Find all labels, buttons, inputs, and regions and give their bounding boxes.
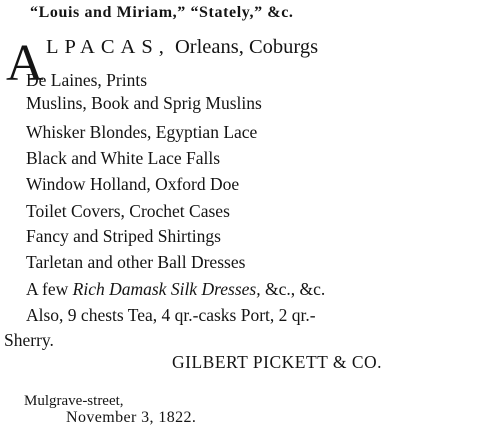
ad-place: Mulgrave-street, [24,393,124,409]
ad-date: November 3, 1822. [66,409,197,426]
advertiser-signature: GILBERT PICKETT & CO. [172,352,383,372]
ad-line: Fancy and Striped Shirtings [26,226,221,246]
alpacas-word: LPACAS, [46,36,170,58]
ad-line: Muslins, Book and Sprig Muslins [26,93,262,113]
rich-line-suffix: &c., &c. [260,279,326,299]
ad-first-line [46,36,318,59]
ad-line: Window Holland, Oxford Doe [26,174,240,194]
ad-line: Whisker Blondes, Egyptian Lace [26,122,258,142]
rich-line-italic: Rich Damask Silk Dresses, [72,279,261,299]
ad-rich-line [26,279,325,300]
ad-line: De Laines, Prints [26,70,148,90]
ad-also-line: Also, 9 chests Tea, 4 qr.-casks Port, 2 qr.- [26,305,316,325]
ad-line: Black and White Lace Falls [26,148,221,168]
ad-also-continuation: Sherry. [4,330,54,350]
drop-cap-letter: A [6,35,44,92]
ad-line: Toilet Covers, Crochet Cases [26,201,230,221]
rich-line-prefix: A few [26,279,73,299]
first-line-rest: Orleans, Coburgs [169,36,319,58]
ad-header: “Louis and Miriam,” “Stately,” &c. [30,4,294,21]
ad-line: Tarletan and other Ball Dresses [26,252,246,272]
